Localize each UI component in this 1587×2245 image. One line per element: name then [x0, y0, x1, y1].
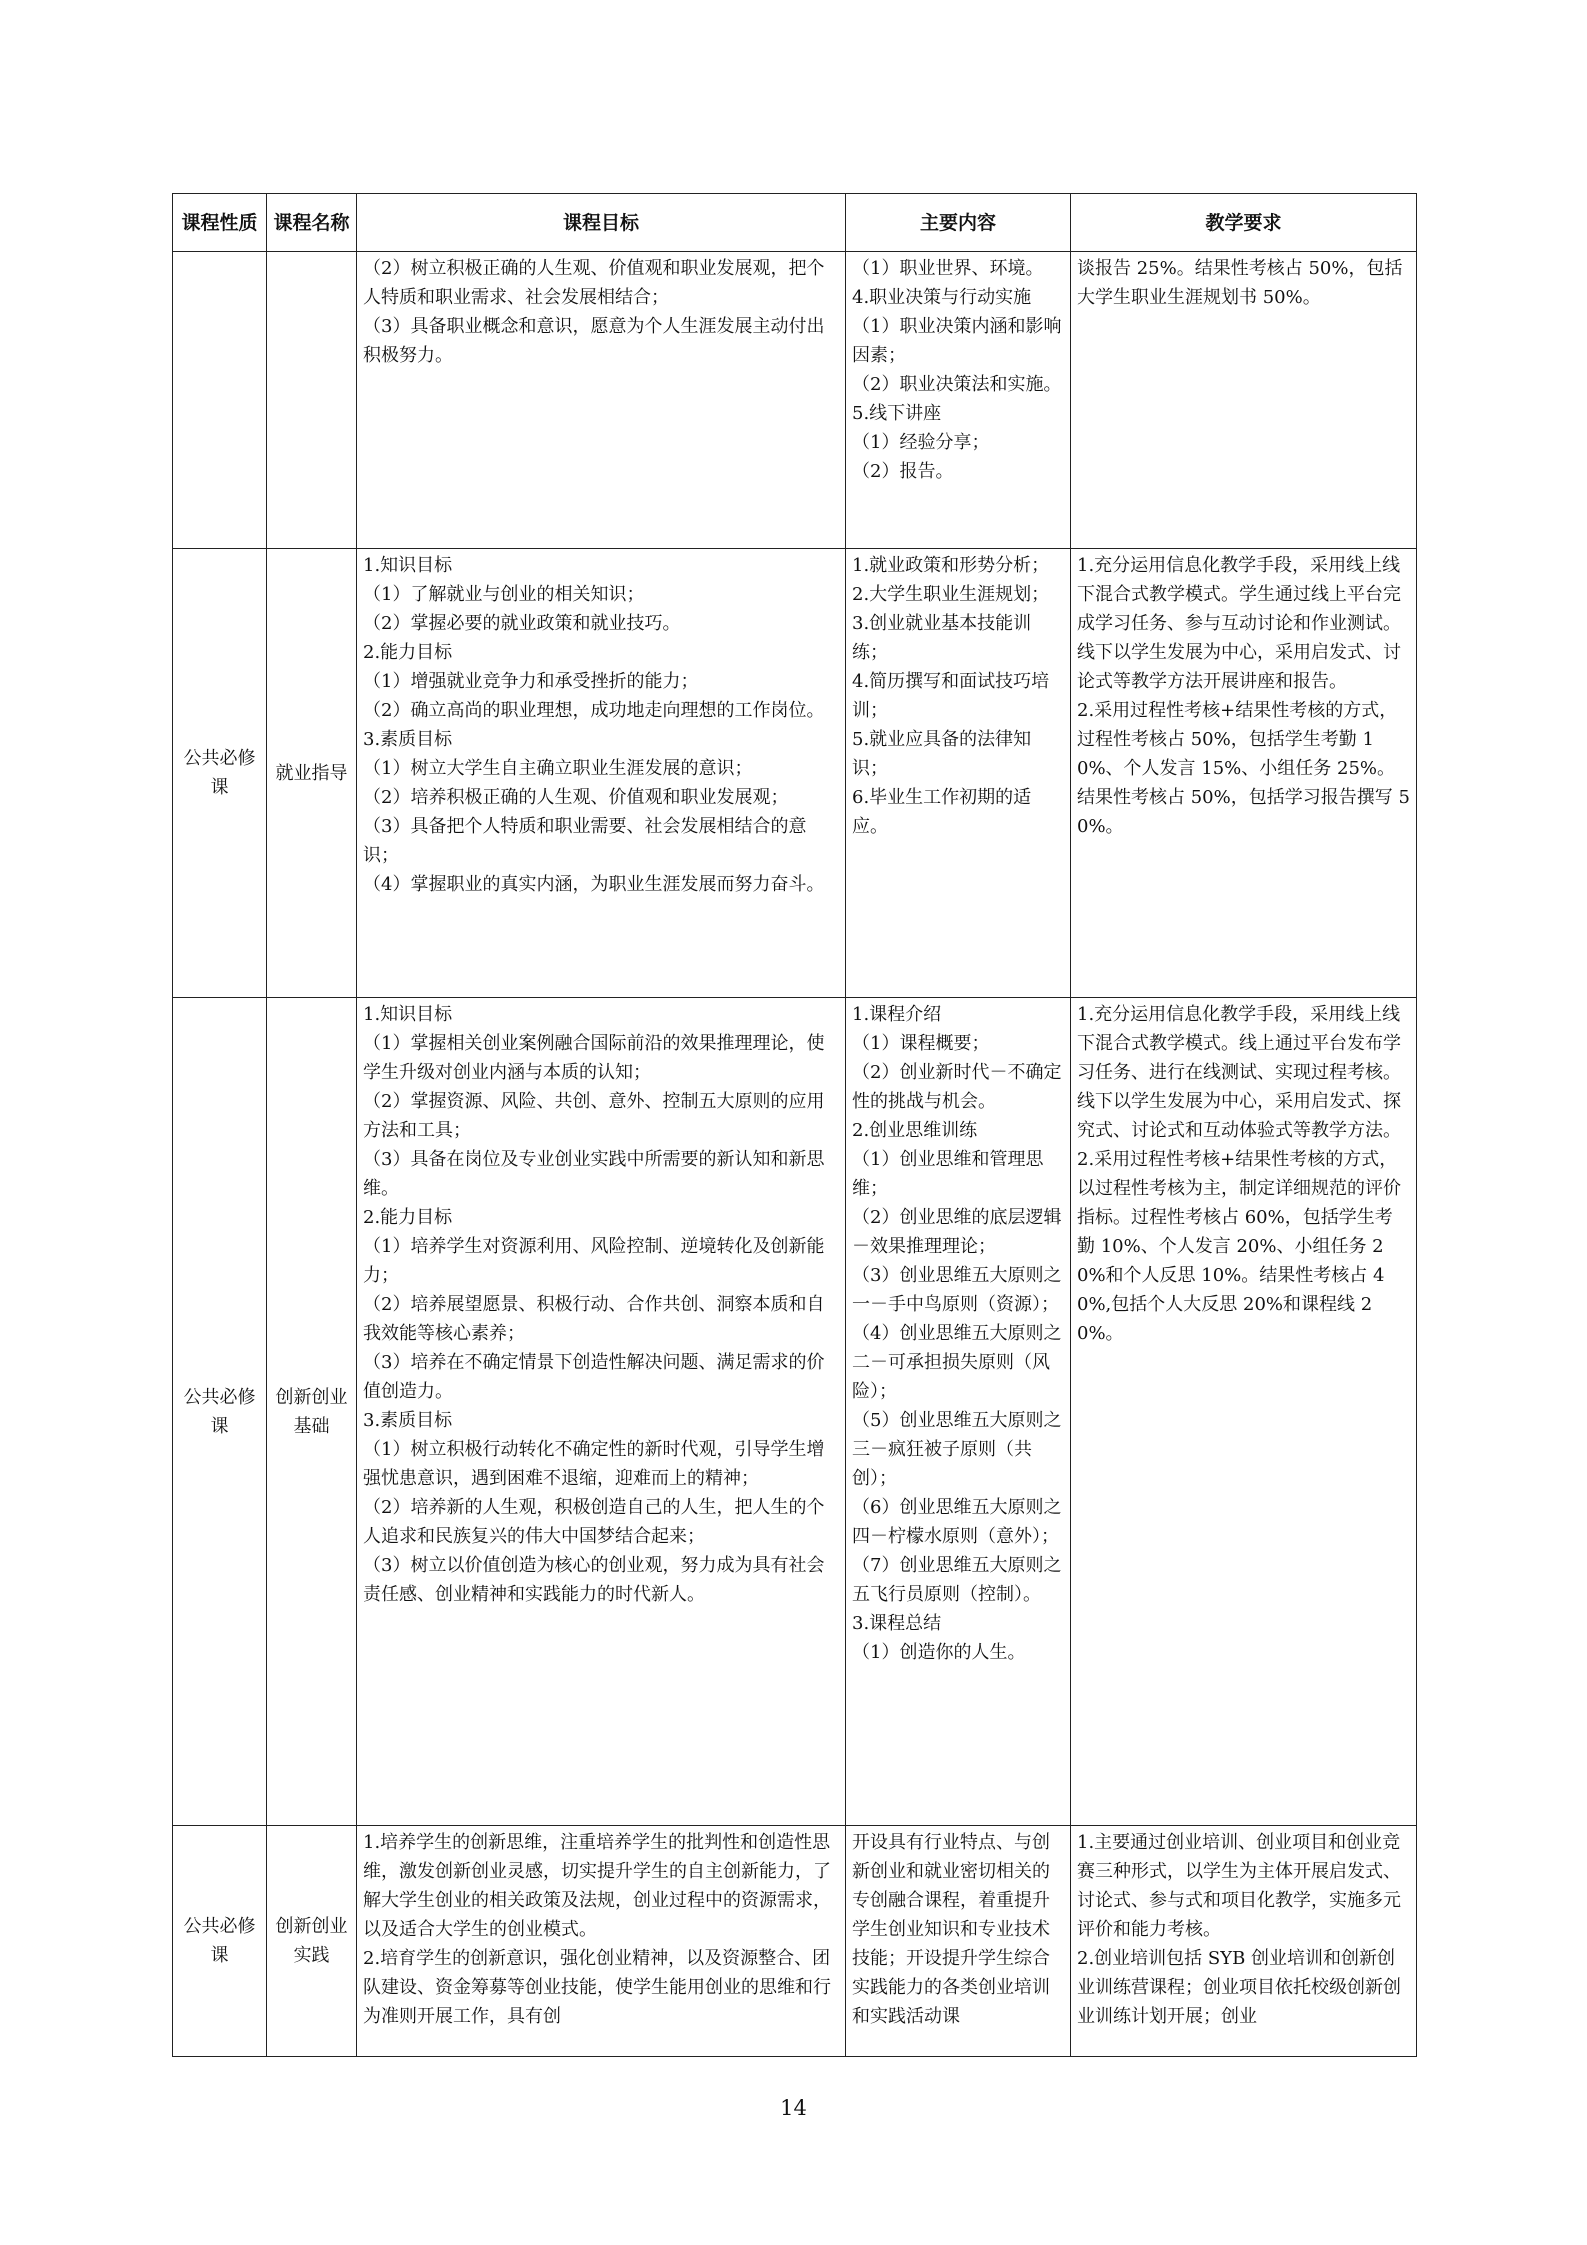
cell-line: 3.素质目标: [363, 1410, 453, 1431]
table-row: [173, 549, 1417, 998]
course-table: [172, 193, 1417, 2057]
cell-line: 3.素质目标: [363, 729, 453, 750]
cell-line: 谈报告 25%。结果性考核占 50%，包括大学生职业生涯规划书 50%。: [1077, 258, 1403, 308]
table-row: [173, 1826, 1417, 2057]
header-course-goal: 课程目标: [357, 194, 846, 252]
teaching-requirements-cell: [1071, 549, 1417, 998]
cell-line: （1）掌握相关创业案例融合国际前沿的效果推理理论，使学生升级对创业内涵与本质的认知；: [363, 1033, 825, 1083]
cell-line: 4.职业决策与行动实施: [852, 287, 1032, 308]
cell-line: （2）掌握资源、风险、共创、意外、控制五大原则的应用方法和工具；: [363, 1091, 825, 1141]
cell-line: 1.充分运用信息化教学手段，采用线上线下混合式教学模式。线上通过平台发布学习任务、进行在线测试、实现过程考核。线下以学生发展为中心，采用启发式、探究式、讨论式和互动体验式等教学方法。: [1077, 1004, 1401, 1141]
cell-line: 1.培养学生的创新思维，注重培养学生的批判性和创造性思维，激发创新创业灵感，切实提升学生的自主创新能力，了解大学生创业的相关政策及法规，创业过程中的资源需求，以及适合大学生的创业模式。: [363, 1832, 831, 1940]
cell-line: 2.能力目标: [363, 1207, 453, 1228]
cell-line: （1）树立大学生自主确立职业生涯发展的意识；: [363, 758, 753, 779]
cell-line: 3.课程总结: [852, 1613, 942, 1634]
course-goal-cell: [357, 549, 846, 998]
teaching-requirements-cell: [1071, 252, 1417, 549]
course-name-cell: 创新创业实践: [267, 1826, 357, 2057]
header-main-content: 主要内容: [846, 194, 1071, 252]
main-content-cell: [846, 252, 1071, 549]
main-content-cell: [846, 1826, 1071, 2057]
cell-line: （1）职业决策内涵和影响因素；: [852, 316, 1062, 366]
cell-line: 3.创业就业基本技能训练；: [852, 613, 1032, 663]
main-content-cell: [846, 549, 1071, 998]
teaching-requirements-cell: [1071, 998, 1417, 1826]
cell-line: 1.知识目标: [363, 1004, 453, 1025]
cell-line: （1）职业世界、环境。: [852, 258, 1044, 279]
cell-line: （1）课程概要；: [852, 1033, 990, 1054]
course-goal-cell: [357, 1826, 846, 2057]
cell-line: （1）培养学生对资源利用、风险控制、逆境转化及创新能力；: [363, 1236, 825, 1286]
cell-line: 4.简历撰写和面试技巧培训；: [852, 671, 1050, 721]
cell-line: （2）培养展望愿景、积极行动、合作共创、洞察本质和自我效能等核心素养；: [363, 1294, 825, 1344]
cell-line: （2）创业新时代－不确定性的挑战与机会。: [852, 1062, 1062, 1112]
cell-line: 1.课程介绍: [852, 1004, 942, 1025]
cell-line: （6）创业思维五大原则之四－柠檬水原则（意外）；: [852, 1497, 1062, 1547]
course-nature-cell: 公共必修课: [173, 549, 267, 998]
cell-line: 2.能力目标: [363, 642, 453, 663]
cell-line: （2）职业决策法和实施。: [852, 374, 1062, 395]
header-teaching-requirements: 教学要求: [1071, 194, 1417, 252]
course-goal-cell: [357, 252, 846, 549]
cell-line: 2.培育学生的创新意识，强化创业精神，以及资源整合、团队建设、资金筹募等创业技能，使学生能用创业的思维和行为准则开展工作，具有创: [363, 1948, 831, 2027]
teaching-requirements-cell: [1071, 1826, 1417, 2057]
course-nature-cell: 公共必修课: [173, 1826, 267, 2057]
course-goal-cell: [357, 998, 846, 1826]
cell-line: （3）创业思维五大原则之一－手中鸟原则（资源）；: [852, 1265, 1062, 1315]
cell-line: （3）培养在不确定情景下创造性解决问题、满足需求的价值创造力。: [363, 1352, 825, 1402]
table-header-row: [173, 194, 1417, 252]
cell-line: （1）创造你的人生。: [852, 1642, 1026, 1663]
cell-line: （2）掌握必要的就业政策和就业技巧。: [363, 613, 681, 634]
cell-line: （2）创业思维的底层逻辑－效果推理理论；: [852, 1207, 1062, 1257]
cell-line: （3）具备职业概念和意识，愿意为个人生涯发展主动付出积极努力。: [363, 316, 825, 366]
cell-line: 5.线下讲座: [852, 403, 942, 424]
course-nature-cell: [173, 252, 267, 549]
cell-line: 1.充分运用信息化教学手段，采用线上线下混合式教学模式。学生通过线上平台完成学习任务、参与互动讨论和作业测试。线下以学生发展为中心，采用启发式、讨论式等教学方法开展讲座和报告。: [1077, 555, 1401, 692]
cell-line: （3）树立以价值创造为核心的创业观，努力成为具有社会责任感、创业精神和实践能力的时代新人。: [363, 1555, 825, 1605]
cell-line: 1.知识目标: [363, 555, 453, 576]
course-name-cell: 创新创业基础: [267, 998, 357, 1826]
cell-line: （2）培养新的人生观，积极创造自己的人生，把人生的个人追求和民族复兴的伟大中国梦结合起来；: [363, 1497, 825, 1547]
cell-line: 2.采用过程性考核+结果性考核的方式，以过程性考核为主，制定详细规范的评价指标。过程性考核占 60%，包括学生考勤 10%、个人发言 20%、小组任务 20%和个人反思 10%。结果性考核占 40%,包括个人大反思 20%和课程线 20%。: [1077, 1149, 1401, 1344]
cell-line: 5.就业应具备的法律知识；: [852, 729, 1032, 779]
cell-line: 2.采用过程性考核+结果性考核的方式，过程性考核占 50%，包括学生考勤 10%、个人发言 15%、小组任务 25%。结果性考核占 50%，包括学习报告撰写 50%。: [1077, 700, 1410, 837]
cell-line: （1）增强就业竞争力和承受挫折的能力；: [363, 671, 699, 692]
cell-line: （1）经验分享；: [852, 432, 990, 453]
course-name-cell: [267, 252, 357, 549]
header-course-name: 课程名称: [267, 194, 357, 252]
cell-line: （4）掌握职业的真实内涵，为职业生涯发展而努力奋斗。: [363, 874, 825, 895]
course-name-cell: 就业指导: [267, 549, 357, 998]
cell-line: （2）确立高尚的职业理想，成功地走向理想的工作岗位。: [363, 700, 825, 721]
cell-line: 2.创业思维训练: [852, 1120, 978, 1141]
cell-line: （3）具备在岗位及专业创业实践中所需要的新认知和新思维。: [363, 1149, 825, 1199]
cell-line: 1.主要通过创业培训、创业项目和创业竞赛三种形式，以学生为主体开展启发式、讨论式、参与式和项目化教学，实施多元评价和能力考核。: [1077, 1832, 1401, 1940]
course-nature-cell: 公共必修课: [173, 998, 267, 1826]
cell-line: （1）创业思维和管理思维；: [852, 1149, 1044, 1199]
cell-line: （2）培养积极正确的人生观、价值观和职业发展观；: [363, 787, 789, 808]
cell-line: （2）报告。: [852, 461, 954, 482]
cell-line: （4）创业思维五大原则之二－可承担损失原则（风险）；: [852, 1323, 1062, 1402]
table-row: [173, 998, 1417, 1826]
cell-line: 1.就业政策和形势分析；: [852, 555, 1050, 576]
cell-line: （1）了解就业与创业的相关知识；: [363, 584, 645, 605]
main-content-cell: [846, 998, 1071, 1826]
table-row: [173, 252, 1417, 549]
cell-line: （1）树立积极行动转化不确定性的新时代观，引导学生增强忧患意识，遇到困难不退缩，迎难而上的精神；: [363, 1439, 825, 1489]
cell-line: （7）创业思维五大原则之五飞行员原则（控制）。: [852, 1555, 1062, 1605]
cell-line: 2.创业培训包括 SYB 创业培训和创新创业训练营课程；创业项目依托校级创新创业训练计划开展；创业: [1077, 1948, 1401, 2027]
cell-line: 6.毕业生工作初期的适应。: [852, 787, 1032, 837]
cell-line: （5）创业思维五大原则之三－疯狂被子原则（共创）；: [852, 1410, 1062, 1489]
cell-line: 开设具有行业特点、与创新创业和就业密切相关的专创融合课程，着重提升学生创业知识和专业技术技能；开设提升学生综合实践能力的各类创业培训和实践活动课: [852, 1832, 1050, 2027]
cell-line: 2.大学生职业生涯规划；: [852, 584, 1050, 605]
cell-line: （2）树立积极正确的人生观、价值观和职业发展观，把个人特质和职业需求、社会发展相结合；: [363, 258, 825, 308]
page-number: 14: [780, 2096, 807, 2120]
header-course-nature: 课程性质: [173, 194, 267, 252]
cell-line: （3）具备把个人特质和职业需要、社会发展相结合的意识；: [363, 816, 807, 866]
